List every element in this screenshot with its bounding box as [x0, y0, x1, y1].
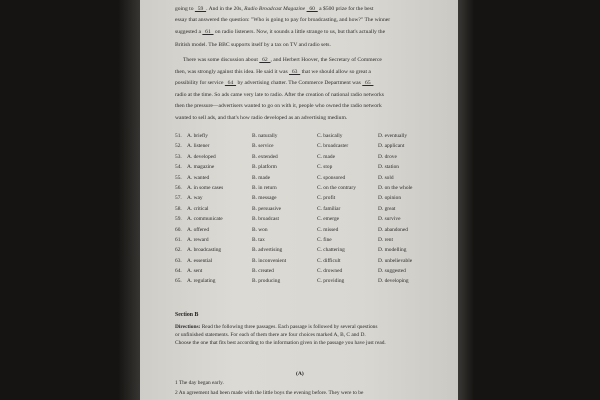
passage-text-segment: essay that answered the question: "Who is going to pay for broadcasting, and how?" The winner [175, 17, 391, 23]
passage-text-segment: There was some discussion about [183, 57, 260, 63]
option-c: C. basically [317, 133, 343, 139]
question-number: 54. [175, 164, 182, 171]
option-d: D. applicant [378, 143, 405, 150]
question-number: 60. [175, 226, 182, 233]
option-c: C. providing [317, 278, 345, 285]
blank-number: 60 [306, 6, 318, 12]
option-d: D. drove [378, 153, 397, 160]
question-row [175, 164, 433, 174]
passage-text-segment: suggested a [175, 29, 203, 35]
option-d: D. station [378, 164, 399, 171]
option-a: A. sent [187, 268, 203, 275]
option-a: A. magazine [187, 164, 215, 171]
passage-line [175, 67, 433, 79]
question-number: 52. [175, 143, 182, 150]
option-c: C. on the contrary [317, 184, 356, 191]
passage-text-segment: radio at the time. So ads came very late to radio. After the creation of national radio networks [175, 92, 384, 98]
story-line: 2 An agreement had been made with the little boys the evening before. They were to be [175, 390, 364, 396]
question-number: 53. [175, 153, 182, 160]
option-b: B. extended [252, 153, 278, 160]
passage-line [175, 40, 433, 52]
option-c: C. missed [317, 226, 339, 233]
option-d: D. survive [378, 216, 401, 223]
passage-label: (A) [296, 371, 304, 377]
option-d: D. suggested [378, 268, 406, 275]
option-b: B. won [252, 226, 268, 233]
option-c: C. stop [317, 164, 333, 171]
question-number: 56. [175, 184, 182, 191]
question-number: 51. [175, 133, 182, 139]
story-line: 1 The day began early. [175, 380, 224, 386]
question-number: 55. [175, 174, 182, 181]
question-options-table [175, 133, 433, 289]
option-a: A. in some cases [187, 184, 224, 191]
option-b: B. service [252, 143, 274, 150]
option-a: A. reward [187, 236, 209, 243]
passage-line [175, 113, 433, 125]
option-d: D. abandoned [378, 226, 408, 233]
option-d: D. developing [378, 278, 409, 285]
passage-text-segment: then, was strongly against this idea. He said it was [175, 69, 290, 75]
passage-text-segment: then the pressure—advertisers wanted to go on with it, people who owned the radio network [175, 103, 382, 109]
passage-line [175, 15, 433, 27]
option-c: C. broadcaster [317, 143, 349, 150]
question-row [175, 143, 433, 153]
question-row [175, 185, 433, 195]
option-c: C. sponsored [317, 174, 346, 181]
option-b: B. made [252, 174, 270, 181]
blank-number: 62 [259, 57, 271, 63]
book-edge-shadow-right [458, 0, 474, 400]
option-b: B. broadcast [252, 216, 279, 223]
option-c: C. drowned [317, 268, 343, 275]
passage-text-segment: going to [175, 6, 195, 12]
option-c: C. profit [317, 195, 336, 202]
question-row [175, 247, 433, 257]
option-a: A. way [187, 195, 203, 202]
passage-text-segment: . And in the 20s, [206, 6, 245, 12]
option-a: A. offered [187, 226, 210, 233]
option-a: A. developed [187, 153, 216, 160]
passage-text-segment: that we should allow so great a [300, 69, 371, 75]
book-binding-shadow-left [118, 0, 142, 400]
option-a: A. critical [187, 205, 209, 212]
option-b: B. naturally [252, 133, 278, 139]
question-row [175, 216, 433, 226]
option-d: D. eventually [378, 133, 408, 139]
option-a: A. listener [187, 143, 210, 150]
question-row [175, 227, 433, 237]
section-title: Section B [175, 312, 199, 318]
blank-number: 65 [362, 80, 374, 86]
option-c: C. familiar [317, 205, 341, 212]
question-number: 59. [175, 216, 182, 223]
question-row [175, 268, 433, 278]
question-number: 62. [175, 247, 182, 254]
question-number: 58. [175, 205, 182, 212]
magazine-title: Radio Broadcast Magazine [244, 6, 306, 12]
option-b: B. platform [252, 164, 277, 171]
option-c: C. chattering [317, 247, 345, 254]
directions-line: Choose the one that fits best according to the information given in the passage you have just read. [175, 340, 386, 346]
option-b: B. in return [252, 184, 277, 191]
blank-number: 59 [194, 6, 207, 12]
option-a: A. broadcasting [187, 247, 222, 254]
question-number: 64. [175, 268, 182, 275]
option-a: A. briefly [187, 133, 208, 139]
option-c: C. fine [317, 236, 332, 243]
option-b: B. inconvenient [252, 257, 287, 264]
question-number: 65. [175, 278, 182, 285]
option-a: A. communicate [187, 216, 223, 223]
question-row [175, 206, 433, 216]
option-d: D. opinion [378, 195, 402, 202]
option-b: B. created [252, 268, 274, 275]
passage-line [175, 4, 433, 16]
passage-text-segment: , and Herbert Hoover, the Secretary of Commerce [270, 57, 382, 63]
option-d: D. on the whole [378, 184, 413, 191]
passage-text-segment: on radio listeners. Now, it sounds a little strange to us, but that's actually the [213, 29, 386, 35]
directions-line: Read the following three passages. Each passage is followed by several questions [200, 324, 378, 330]
question-row [175, 278, 433, 288]
directions-line: or unfinished statements. For each of them there are four choices marked A, B, C and D. [175, 332, 366, 338]
question-row [175, 154, 433, 164]
option-a: A. essential [187, 257, 213, 264]
option-d: D. modelling [378, 247, 407, 254]
blank-number: 64 [224, 80, 237, 86]
option-b: B. producing [252, 278, 281, 285]
question-number: 61. [175, 236, 182, 243]
question-row [175, 175, 433, 185]
option-b: B. advertising [252, 247, 283, 254]
blank-number: 63 [289, 69, 301, 75]
option-b: B. message [252, 195, 277, 202]
blank-number: 61 [202, 29, 214, 35]
option-a: A. wanted [187, 174, 210, 181]
option-d: D. sold [378, 174, 394, 181]
passage-text-segment: a $500 prize for the best [317, 6, 374, 12]
question-row [175, 237, 433, 247]
question-row [175, 133, 433, 143]
passage-line [175, 27, 433, 39]
option-d: D. great [378, 205, 396, 212]
passage-line [175, 101, 433, 113]
passage-line [175, 78, 433, 90]
option-c: C. emerge [317, 216, 340, 223]
option-c: C. difficult [317, 257, 341, 264]
passage-text-segment: possibility for service [175, 80, 225, 86]
option-a: A. regulating [187, 278, 216, 285]
question-row [175, 195, 433, 205]
passage-text-segment: by advertising chatter. The Commerce Department was [236, 80, 363, 86]
section-directions [175, 323, 433, 347]
option-b: B. tax [252, 236, 265, 243]
passage-text-segment: British model. The BBC supports itself by a tax on TV and radio sets. [175, 42, 331, 48]
option-d: D. unbelievable [378, 257, 413, 264]
passage-line [175, 55, 433, 67]
option-b: B. persuasive [252, 205, 282, 212]
option-d: D. rent [378, 236, 393, 243]
passage-text-segment: wanted to sell ads, and that's how radio developed as an advertising medium. [175, 115, 348, 121]
question-row [175, 258, 433, 268]
question-number: 63. [175, 257, 182, 264]
option-c: C. made [317, 153, 335, 160]
directions-label: Directions: [175, 324, 201, 330]
passage-line [175, 90, 433, 102]
question-number: 57. [175, 195, 182, 202]
